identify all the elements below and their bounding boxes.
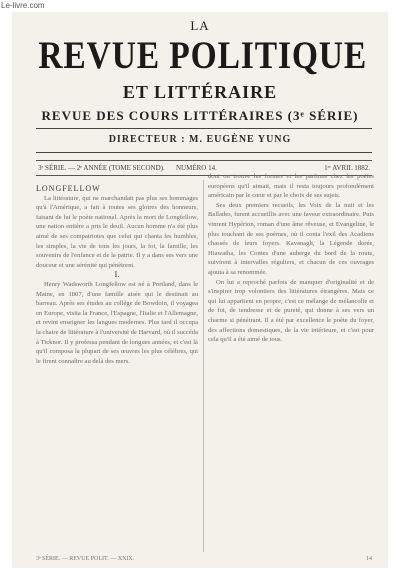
divider [36, 128, 372, 129]
article-paragraph: dont on trouve les formes et les parfums chez les poètes européens qu'il aimait, mais il resta toujours profondément américain par le cœur et par le choix de ses sujets. [208, 173, 374, 200]
article-column-left [36, 184, 198, 554]
issue-number: NUMÉRO 14. [176, 164, 217, 172]
issue-series: 3ᵉ SÉRIE. — 2ᵉ ANNÉE (TOME SECOND). [38, 164, 165, 172]
masthead-la: LA [190, 18, 210, 33]
section-number: I. [114, 270, 120, 280]
article-title: LONGFELLOW [36, 184, 101, 193]
page-scan [12, 12, 388, 568]
divider [36, 152, 372, 153]
column-divider [203, 180, 204, 552]
article-paragraph: Henry Wadsworth Longfellow est né à Portland, dans le Maine, en 1807, d'une famille aisée qui le destinait au barreau. Après ses études au collège de Bowdoin, il voyagea en Europe, visita la France, l'Espagne, l'Italie et l'Allemagne, et revint enseigner les langues modernes. Plus tard il occupa la chaire de littérature à l'université de Harvard, où il succéda à Ticknor. Il y professa pendant de longues années, et c'est là qu'il composa la plupart de ses œuvres les plus célèbres, qui le firent connaître au delà des mers. [36, 280, 198, 365]
watermark-text: Le-livre.com [1, 1, 45, 10]
article-paragraph: La littérature, qui ne marchandait pas plus ses hommages qu'à l'Amérique, a fait à toutes ses gloires des honneurs, faisant de lui le poète national. Après la mort de Longfellow, une nation entière a pris le deuil. Aucun homme n'a été plus aimé de ses compatriotes que celui qui chanta les humbles, les simples, la vie de tous les jours, la foi, la famille, les souvenirs de l'enfance et de la patrie. Il y a dans ses vers une douceur et une sérénité qui pénètrent. [36, 194, 198, 269]
article-paragraph: On lui a reproché parfois de manquer d'originalité et de s'inspirer trop volontiers des littératures étrangères. Mais ce qui lui appartient en propre, c'est ce mélange de mélancolie et de foi, de tendresse et de pureté, qui donne à ses vers un charme si pénétrant. Il a été par excellence le poète du foyer, des affections domestiques, de la vie intérieure, et c'est pour cela qu'il a été aimé de tous. [208, 278, 374, 344]
masthead-subtitle: ET LITTÉRAIRE [122, 82, 278, 102]
page-footer [36, 556, 372, 562]
masthead-subtitle-series: REVUE DES COURS LITTÉRAIRES (3ᵉ SÉRIE) [41, 108, 359, 123]
masthead-title: REVUE POLITIQUE [38, 34, 368, 77]
issue-date: 1ᵉʳ AVRIL 1882. [324, 164, 370, 172]
article-column-right [208, 172, 374, 552]
masthead-directeur: DIRECTEUR : M. EUGÈNE YUNG [108, 134, 292, 145]
article-paragraph: Ses deux premiers recueils, les Voix de la nuit et les Ballades, furent accueillis avec une faveur extraordinaire. Puis vinrent Hypérion, roman d'une âme rêveuse, et Evangeline, le plus touchant de ses poèmes, où il conta l'exil des Acadiens chassés de leurs foyers. Kavanagh, la Légende dorée, Hiawatha, les Contes d'une auberge du bord de la route, suivirent à intervalles réguliers, et chacun de ces ouvrages ajouta à sa renommée. [208, 201, 374, 276]
footer-text: 3ᵉ SÉRIE. — REVUE POLIT. — XXIX. [36, 556, 135, 562]
page-number: 14 [366, 556, 372, 562]
